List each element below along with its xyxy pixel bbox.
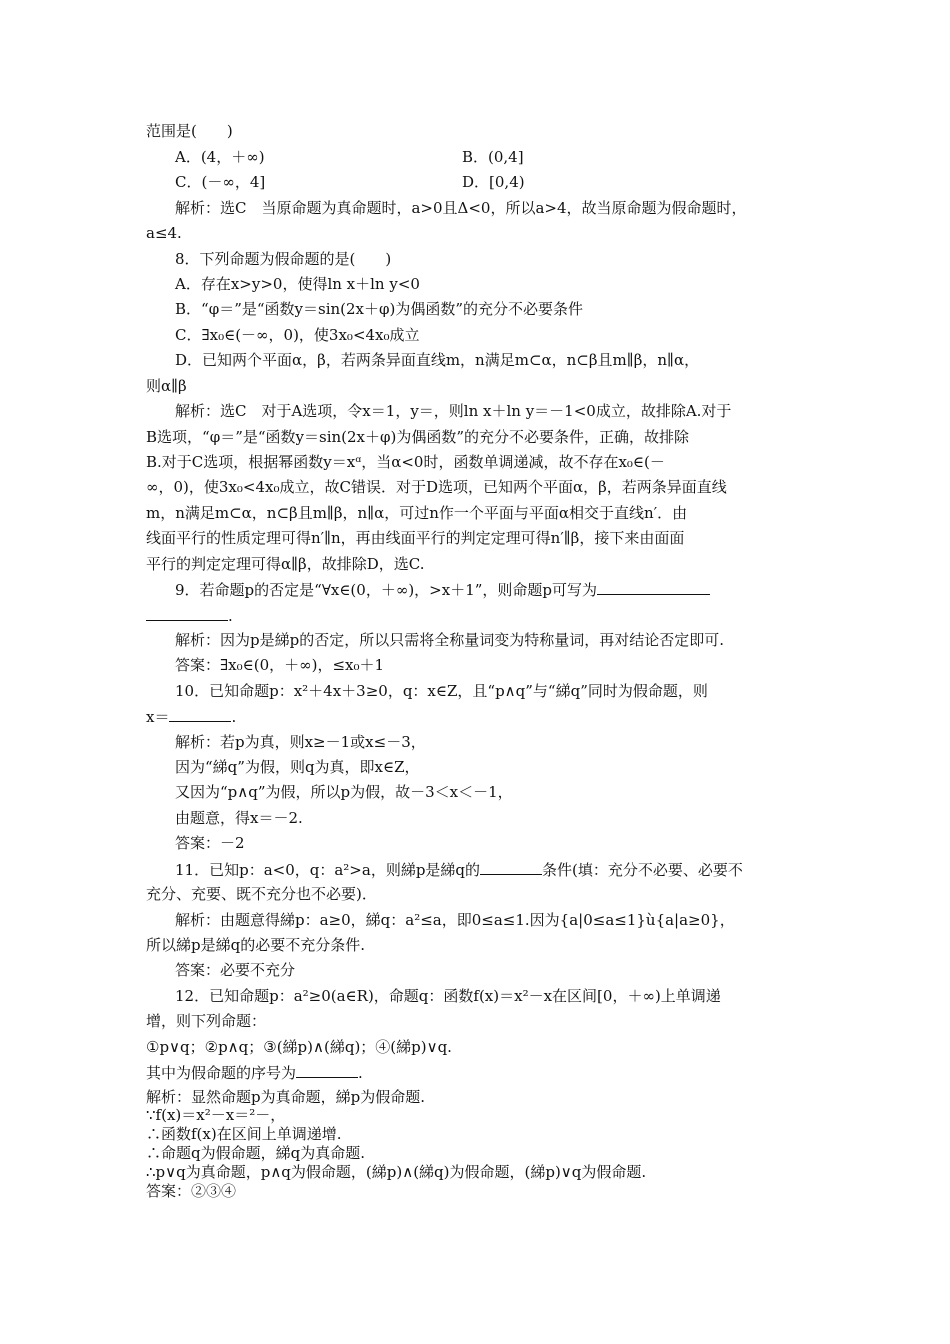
q10-stem2-suffix: . [231, 708, 237, 726]
q12-solution-line: ∵f(x)＝x²－x＝²－， [146, 1106, 286, 1124]
q12-solution-line: 解析：显然命题p为真命题，綈p为假命题. [146, 1088, 425, 1106]
q10-solution-line: 由题意，得x＝－2. [175, 809, 303, 827]
q9-answer-blank [597, 579, 710, 595]
q12-solution-line: ∴函数f(x)在区间上单调递增. [146, 1125, 342, 1143]
q8-solution-line: 平行的判定定理可得α∥β，故排除D，选C. [146, 555, 425, 573]
q12-stem-options: ①p∨q；②p∧q；③(綈p)∧(綈q)；④(綈p)∨q. [146, 1038, 452, 1056]
q8-option-a: A．存在x>y>0，使得ln x＋ln y<0 [175, 275, 420, 293]
q8-solution-line: ∞，0)，使3x₀<4x₀成立，故C错误．对于D选项，已知两个平面α，β，若两条异面直线 [146, 478, 727, 496]
q10-answer-blank [169, 706, 231, 722]
q9-answer-blank-cont [146, 605, 228, 621]
q11-stem-cont: 充分、充要、既不充分也不必要)． [146, 885, 377, 903]
q11-answer-blank [480, 859, 542, 875]
q8-option-b: B．“φ＝”是“函数y＝sin(2x＋φ)为偶函数”的充分不必要条件 [175, 300, 584, 318]
q8-option-d-cont: 则α∥β [146, 377, 187, 395]
q12-stem-question [146, 1062, 363, 1082]
q8-solution-line: m，n满足m⊂α，n⊂β且m∥β，n∥α，可过n作一个平面与平面α相交于直线n′．由 [146, 504, 688, 522]
q7-stem-tail: 范围是( ) [146, 122, 233, 140]
q8-stem: 8．下列命题为假命题的是( ) [175, 250, 392, 268]
q11-solution-line: 解析：由题意得綈p：a≥0，綈q：a²≤a，即0≤a≤1.因为{a|0≤a≤1}ù{a|a≥0}， [175, 911, 735, 929]
q9-stem-end: . [228, 607, 233, 625]
q11-stem [175, 859, 743, 879]
q12-solution-line: ∴命题q为假命题，綈q为真命题. [146, 1144, 365, 1162]
q11-stem-suffix: 条件(填：充分不必要、必要不 [542, 861, 743, 879]
q8-solution-line: 线面平行的性质定理可得n′∥n，再由线面平行的判定定理可得n′∥β，接下来由面面 [146, 529, 685, 547]
q8-option-c: C．∃x₀∈(－∞，0)，使3x₀<4x₀成立 [175, 326, 420, 344]
q10-solution-line: 因为“綈q”为假，则q为真，即x∈Z， [175, 758, 420, 776]
q8-solution-line: B.对于C选项，根据幂函数y＝xᵅ，当α<0时，函数单调递减，故不存在x₀∈(－ [146, 453, 665, 471]
q10-stem: 10．已知命题p：x²＋4x＋3≥0，q：x∈Z，且“p∧q”与“綈q”同时为假命题，则 [175, 682, 708, 700]
q12-stem: 12．已知命题p：a²≥0(a∈R)，命题q：函数f(x)＝x²－x在区间[0，＋∞)上单调递 [175, 987, 721, 1005]
q7-option-c: C．(－∞，4] [175, 173, 266, 191]
q11-solution-line: 所以綈p是綈q的必要不充分条件. [146, 936, 365, 954]
q10-stem-cont [146, 706, 236, 726]
q9-answer: 答案：∃x₀∈(0，＋∞)，≤x₀＋1 [175, 656, 385, 674]
q8-option-d: D．已知两个平面α，β，若两条异面直线m，n满足m⊂α，n⊂β且m∥β，n∥α， [175, 351, 700, 369]
q9-solution: 解析：因为p是綈p的否定，所以只需将全称量词变为特称量词，再对结论否定即可. [175, 631, 724, 649]
q11-answer: 答案：必要不充分 [175, 961, 296, 979]
q7-solution-line: a≤4. [146, 224, 182, 242]
q12-stem4-prefix: 其中为假命题的序号为 [146, 1064, 297, 1082]
q9-stem [175, 579, 710, 599]
q9-stem-text: 9．若命题p的否定是“∀x∈(0，＋∞)，>x＋1”，则命题p可写为 [175, 581, 598, 599]
q10-answer: 答案：－2 [175, 834, 245, 852]
q7-option-d: D．[0,4) [462, 173, 525, 191]
q11-stem-prefix: 11．已知p：a<0，q：a²>a，则綈p是綈q的 [175, 861, 481, 879]
q12-answer: 答案：②③④ [146, 1182, 237, 1200]
q7-option-b: B．(0,4] [462, 148, 524, 166]
q8-solution-line: 解析：选C 对于A选项，令x＝1，y＝，则ln x＋ln y＝－1<0成立，故排除A.对于 [175, 402, 732, 420]
q12-answer-blank [296, 1062, 358, 1078]
q10-solution-line: 解析：若p为真，则x≥－1或x≤－3， [175, 733, 426, 751]
q12-stem4-suffix: . [358, 1064, 363, 1082]
q7-option-a: A．(4，＋∞) [175, 148, 265, 166]
q7-solution-line: 解析：选C 当原命题为真命题时，a>0且Δ<0，所以a>4，故当原命题为假命题时， [175, 199, 747, 217]
q12-solution-line: ∴p∨q为真命题，p∧q为假命题，(綈p)∧(綈q)为假命题，(綈p)∨q为假命题. [146, 1163, 647, 1181]
q12-stem-cont: 增，则下列命题： [146, 1012, 267, 1030]
q10-solution-line: 又因为“p∧q”为假，所以p为假，故－3＜x＜－1， [175, 783, 513, 801]
q10-stem2-prefix: x＝ [146, 708, 170, 726]
q9-stem-cont [146, 605, 233, 625]
q8-solution-line: B选项，“φ＝”是“函数y＝sin(2x＋φ)为偶函数”的充分不必要条件，正确，故排除 [146, 428, 690, 446]
